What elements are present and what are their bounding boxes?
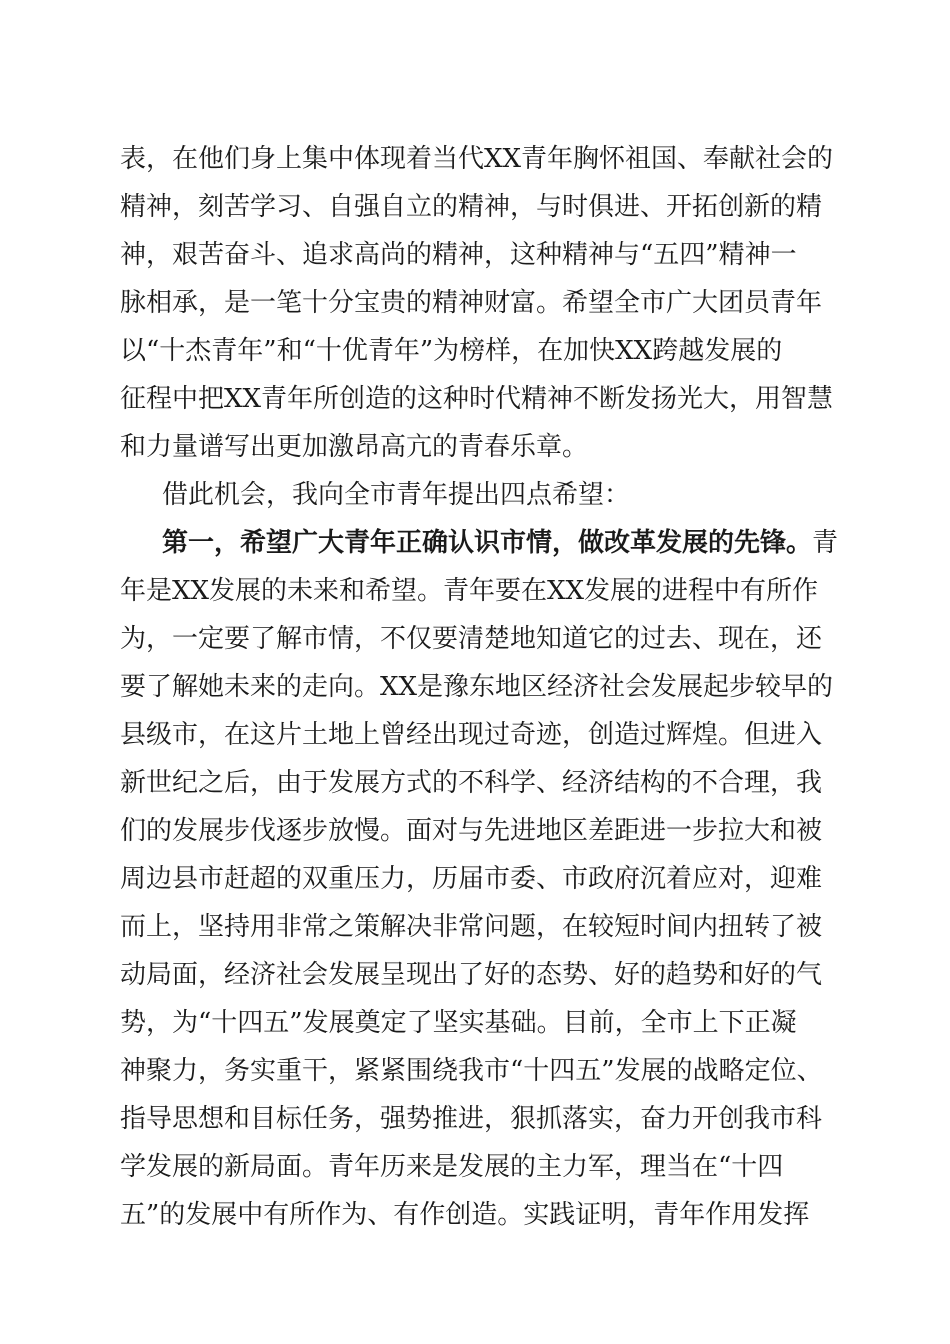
paragraph-intro	[120, 471, 840, 519]
text-line: 五”的发展中有所作为、有作创造。实践证明，青年作用发挥	[120, 1200, 810, 1230]
text-line: 要了解她未来的走向。XX是豫东地区经济社会发展起步较早的	[120, 672, 834, 702]
text-line	[120, 519, 840, 567]
paragraph-first-hope	[120, 519, 840, 1239]
text-line: 年是XX发展的未来和希望。青年要在XX发展的进程中有所作	[120, 576, 819, 606]
text-line: 借此机会，我向全市青年提出四点希望：	[162, 480, 631, 510]
text-line: 神聚力，务实重干，紧紧围绕我市“十四五”发展的战略定位、	[120, 1056, 823, 1086]
text-line: 脉相承，是一笔十分宝贵的精神财富。希望全市广大团员青年	[120, 288, 823, 318]
text-line: 征程中把XX青年所创造的这种时代精神不断发扬光大，用智慧	[120, 384, 834, 414]
text-line: 周边县市赶超的双重压力，历届市委、市政府沉着应对，迎难	[120, 864, 823, 894]
text-line: 们的发展步伐逐步放慢。面对与先进地区差距进一步拉大和被	[120, 816, 823, 846]
text-line: 指导思想和目标任务，强势推进，狠抓落实，奋力开创我市科	[120, 1104, 823, 1134]
paragraph-continuation	[120, 135, 840, 471]
text-line: 为，一定要了解市情，不仅要清楚地知道它的过去、现在，还	[120, 624, 823, 654]
text-line: 动局面，经济社会发展呈现出了好的态势、好的趋势和好的气	[120, 960, 823, 990]
text-line: 县级市，在这片土地上曾经出现过奇迹，创造过辉煌。但进入	[120, 720, 823, 750]
text-line: 以“十杰青年”和“十优青年”为榜样，在加快XX跨越发展的	[120, 336, 783, 366]
text-line: 精神，刻苦学习、自强自立的精神，与时俱进、开拓创新的精	[120, 192, 823, 222]
paragraph-heading: 第一，希望广大青年正确认识市情，做改革发展的先锋。	[162, 528, 813, 558]
text-line: 而上，坚持用非常之策解决非常问题，在较短时间内扭转了被	[120, 912, 823, 942]
text-line: 和力量谱写出更加激昂高亢的青春乐章。	[120, 432, 589, 462]
document-body	[120, 135, 840, 1239]
text-line: 新世纪之后，由于发展方式的不科学、经济结构的不合理，我	[120, 768, 823, 798]
text-line: 神，艰苦奋斗、追求高尚的精神，这种精神与“五四”精神一	[120, 240, 797, 270]
text-line: 学发展的新局面。青年历来是发展的主力军，理当在“十四	[120, 1152, 784, 1182]
text-fragment: 青	[812, 528, 839, 558]
text-line: 表，在他们身上集中体现着当代XX青年胸怀祖国、奉献社会的	[120, 144, 834, 174]
text-line: 势，为“十四五”发展奠定了坚实基础。目前，全市上下正凝	[120, 1008, 797, 1038]
